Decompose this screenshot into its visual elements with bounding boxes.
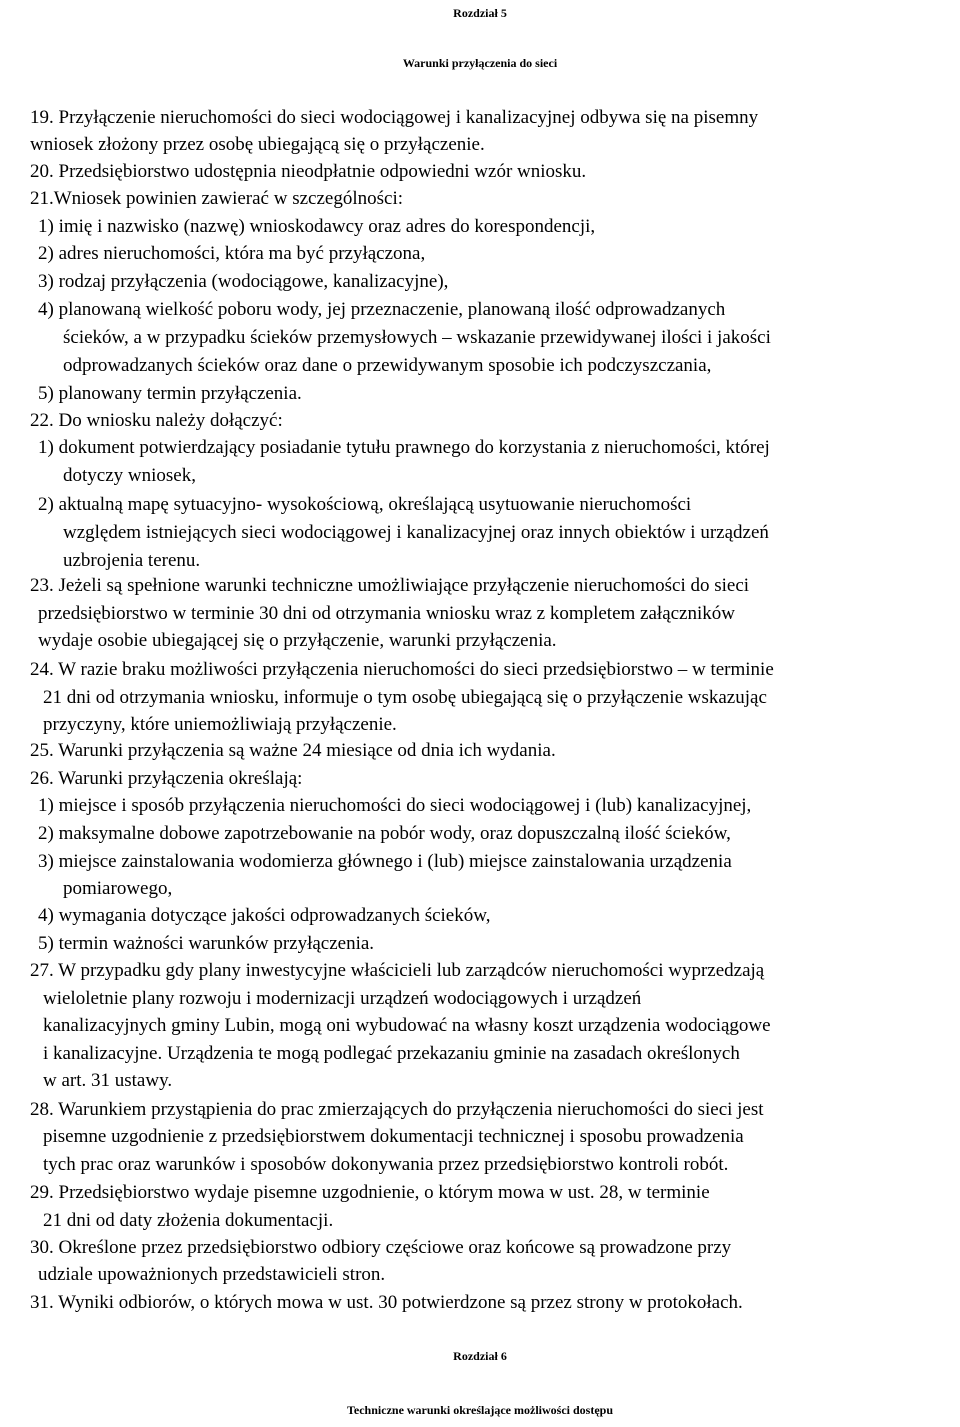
text-line: 2) adres nieruchomości, która ma być przyłączona, (38, 243, 426, 264)
text-line: i kanalizacyjne. Urządzenia te mogą podlegać przekazaniu gminie na zasadach określonych (43, 1043, 740, 1064)
text-line: udziale upoważnionych przedstawicieli stron. (38, 1264, 386, 1285)
text-line: 1) miejsce i sposób przyłączenia nieruchomości do sieci wodociągowej i (lub) kanalizacyjnej, (38, 795, 752, 816)
text-line: 3) rodzaj przyłączenia (wodociągowe, kanalizacyjne), (38, 271, 449, 292)
text-line: 30. Określone przez przedsiębiorstwo odbiory częściowe oraz końcowe są prowadzone przy (30, 1237, 732, 1258)
text-line: ścieków, a w przypadku ścieków przemysłowych – wskazanie przewidywanej ilości i jakości (63, 327, 771, 348)
text-line: 1) dokument potwierdzający posiadanie tytułu prawnego do korzystania z nieruchomości, której (38, 437, 770, 458)
text-line: 4) planowaną wielkość poboru wody, jej przeznaczenie, planowaną ilość odprowadzanych (38, 299, 726, 320)
text-line: 3) miejsce zainstalowania wodomierza głównego i (lub) miejsce zainstalowania urządzenia (38, 851, 732, 872)
text-line: 5) termin ważności warunków przyłączenia. (38, 933, 375, 954)
text-line: dotyczy wniosek, (63, 465, 196, 486)
text-line: 19. Przyłączenie nieruchomości do sieci wodociągowej i kanalizacyjnej odbywa się na pisemny (30, 107, 759, 128)
text-line: względem istniejących sieci wodociągowej i kanalizacyjnej oraz innych obiektów i urządzeń (63, 522, 769, 543)
text-line: kanalizacyjnych gminy Lubin, mogą oni wybudować na własny koszt urządzenia wodociągowe (43, 1015, 771, 1036)
chapter-5-heading: Rozdział 5 (453, 6, 507, 20)
text-line: 21.Wniosek powinien zawierać w szczególności: (30, 188, 404, 209)
text-line: 21 dni od otrzymania wniosku, informuje o tym osobę ubiegającą się o przyłączenie wskazując (43, 687, 767, 708)
text-line: 24. W razie braku możliwości przyłączenia nieruchomości do sieci przedsiębiorstwo – w terminie (30, 659, 774, 680)
chapter-5-title: Warunki przyłączenia do sieci (402, 56, 558, 70)
text-line: 23. Jeżeli są spełnione warunki techniczne umożliwiające przyłączenie nieruchomości do sieci (30, 575, 750, 596)
text-line: 22. Do wniosku należy dołączyć: (30, 410, 283, 431)
text-line: 31. Wyniki odbiorów, o których mowa w ust. 30 potwierdzone są przez strony w protokołach. (30, 1292, 743, 1313)
text-line: 1) imię i nazwisko (nazwę) wnioskodawcy oraz adres do korespondencji, (38, 216, 596, 237)
text-line: pomiarowego, (63, 878, 173, 899)
chapter-6-heading: Rozdział 6 (453, 1349, 507, 1363)
text-line: 29. Przedsiębiorstwo wydaje pisemne uzgodnienie, o którym mowa w ust. 28, w terminie (30, 1182, 710, 1203)
text-line: 2) aktualną mapę sytuacyjno- wysokościową, określającą usytuowanie nieruchomości (38, 494, 692, 515)
text-line: w art. 31 ustawy. (43, 1070, 173, 1091)
text-line: odprowadzanych ścieków oraz dane o przewidywanym sposobie ich podczyszczania, (63, 355, 712, 376)
text-line: 26. Warunki przyłączenia określają: (30, 768, 303, 789)
chapter-6-title: Techniczne warunki określające możliwości dostępu (347, 1403, 613, 1417)
text-line: przyczyny, które uniemożliwiają przyłączenie. (43, 714, 397, 735)
text-line: wieloletnie plany rozwoju i modernizacji urządzeń wodociągowych i urządzeń (43, 988, 642, 1009)
text-line: tych prac oraz warunków i sposobów dokonywania przez przedsiębiorstwo kontroli robót. (43, 1154, 729, 1175)
text-line: wniosek złożony przez osobę ubiegającą się o przyłączenie. (30, 134, 485, 155)
text-line: 5) planowany termin przyłączenia. (38, 383, 302, 404)
text-line: wydaje osobie ubiegającej się o przyłączenie, warunki przyłączenia. (38, 630, 557, 651)
text-line: uzbrojenia terenu. (63, 550, 201, 571)
text-line: 4) wymagania dotyczące jakości odprowadzanych ścieków, (38, 905, 491, 926)
text-line: 28. Warunkiem przystąpienia do prac zmierzających do przyłączenia nieruchomości do sieci jest (30, 1099, 764, 1120)
text-line: 20. Przedsiębiorstwo udostępnia nieodpłatnie odpowiedni wzór wniosku. (30, 161, 587, 182)
text-line: pisemne uzgodnienie z przedsiębiorstwem dokumentacji technicznej i sposobu prowadzenia (43, 1126, 744, 1147)
text-line: 25. Warunki przyłączenia są ważne 24 miesiące od dnia ich wydania. (30, 740, 556, 761)
text-line: 2) maksymalne dobowe zapotrzebowanie na pobór wody, oraz dopuszczalną ilość ścieków, (38, 823, 731, 844)
text-line: przedsiębiorstwo w terminie 30 dni od otrzymania wniosku wraz z kompletem załączników (38, 603, 735, 624)
text-line: 21 dni od daty złożenia dokumentacji. (43, 1210, 334, 1231)
text-line: 27. W przypadku gdy plany inwestycyjne właścicieli lub zarządców nieruchomości wyprzedzają (30, 960, 765, 981)
